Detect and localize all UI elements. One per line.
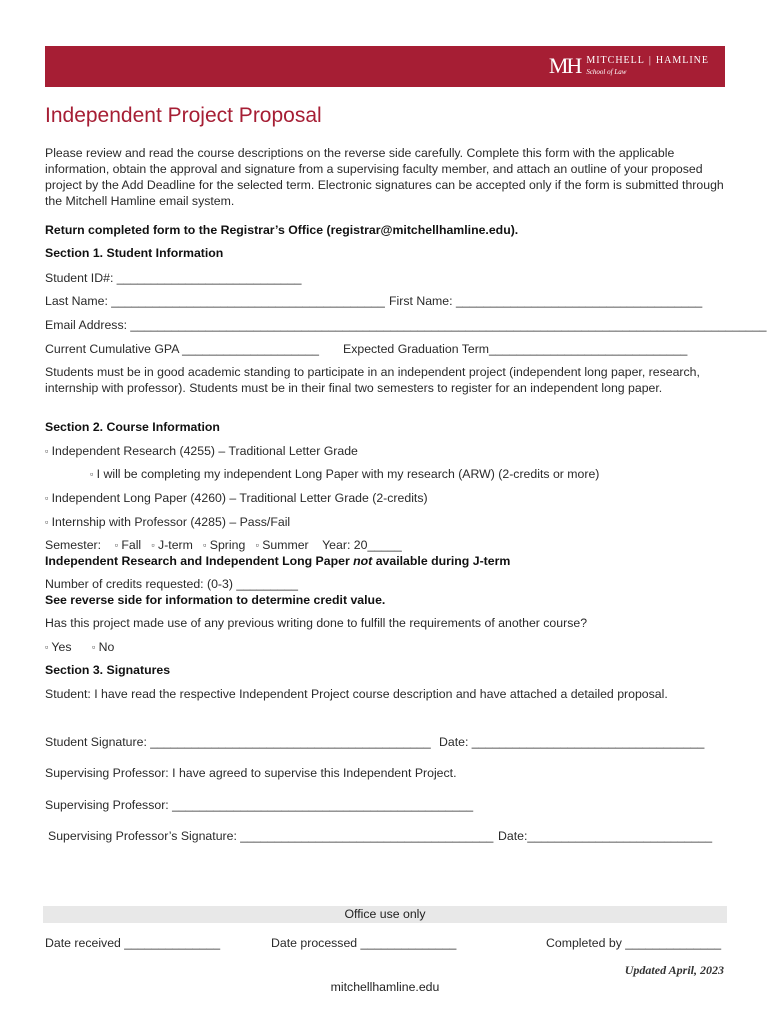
checkbox-icon[interactable]: ▫ [203, 540, 207, 550]
checkbox-icon[interactable]: ▫ [45, 642, 49, 652]
internship-option[interactable] [45, 514, 290, 530]
professor-signature-field[interactable]: Supervising Professor’s Signature: _____________________________________ [48, 829, 494, 843]
footer-url[interactable]: mitchellhamline.edu [330, 980, 440, 994]
logo-mark: MH [548, 53, 581, 78]
section3-heading: Section 3. Signatures [45, 663, 171, 677]
section2-heading: Section 2. Course Information [45, 420, 220, 434]
logo-subtitle: School of Law [586, 68, 627, 76]
gpa-field[interactable]: Current Cumulative GPA ____________________ [45, 342, 319, 356]
logo-name-hamline: HAMLINE [655, 55, 709, 66]
no-option[interactable]: No [98, 640, 115, 654]
logo-name-mitchell: MITCHELL [586, 55, 645, 66]
prior-writing-question: Has this project made use of any previous writing done to fulfill the requirements of another course? [45, 616, 588, 630]
checkbox-icon[interactable]: ▫ [114, 540, 118, 550]
email-field[interactable]: Email Address: _____________________________________________________________________________________________ [45, 318, 767, 332]
semester-label: Semester: [45, 538, 102, 552]
prior-writing-options [45, 639, 114, 655]
jterm-note-part2: available during J-term [372, 554, 511, 568]
long-paper-option[interactable] [45, 490, 428, 506]
arw-label: I will be completing my independent Long Paper with my research (ARW) (2-credits or more) [96, 467, 600, 481]
student-id-field[interactable]: Student ID#: ___________________________ [45, 271, 302, 285]
professor-statement: Supervising Professor: I have agreed to supervise this Independent Project. [45, 766, 457, 780]
office-use-heading: Office use only [43, 906, 727, 923]
credits-note: See reverse side for information to determine credit value. [45, 593, 386, 607]
header-banner [45, 46, 725, 87]
jterm-note-part1: Independent Research and Independent Long Paper [45, 554, 354, 568]
credits-field[interactable]: Number of credits requested: (0-3) _________ [45, 577, 298, 591]
standing-paragraph: Students must be in good academic standing to participate in an independent project (independent long paper, research, internship with professor). Students must be in their final two semesters to register for an independent long paper. [45, 365, 700, 395]
checkbox-icon[interactable]: ▫ [45, 493, 49, 503]
date-received-field[interactable]: Date received ______________ [45, 936, 221, 950]
intro-paragraph: Please review and read the course descriptions on the reverse side carefully. Complete this form with the applicable information, obtain the approval and signature from a supervising faculty member, and attach an outline of your proposed project by the Add Deadline for the selected term. Electronic signatures can be accepted only if the form is submitted through the Mitchell Hamline email system. [45, 146, 724, 208]
checkbox-icon[interactable]: ▫ [255, 540, 259, 550]
school-logo [549, 55, 709, 77]
research-label: Independent Research (4255) – Traditional Letter Grade [51, 444, 358, 458]
jterm-note [45, 553, 510, 569]
jterm-note-not: not [353, 554, 373, 568]
arw-option[interactable] [90, 466, 599, 482]
section1-heading: Section 1. Student Information [45, 246, 224, 260]
checkbox-icon[interactable]: ▫ [91, 642, 96, 652]
student-signature-field[interactable]: Student Signature: _________________________________________ [45, 735, 431, 749]
fall-option[interactable]: Fall [121, 538, 142, 552]
long-paper-label: Independent Long Paper (4260) – Traditional Letter Grade (2-credits) [51, 491, 428, 505]
graduation-term-field[interactable]: Expected Graduation Term_____________________________ [343, 342, 688, 356]
checkbox-icon[interactable]: ▫ [90, 469, 94, 479]
jterm-option[interactable]: J-term [158, 538, 193, 552]
professor-date-field[interactable]: Date:___________________________ [498, 829, 713, 843]
checkbox-icon[interactable]: ▫ [45, 446, 49, 456]
student-date-field[interactable]: Date: __________________________________ [439, 735, 705, 749]
semester-row [45, 537, 402, 553]
summer-option[interactable]: Summer [262, 538, 309, 552]
completed-by-field[interactable]: Completed by ______________ [546, 936, 722, 950]
page-title: Independent Project Proposal [45, 104, 322, 127]
updated-date: Updated April, 2023 [624, 963, 724, 977]
year-field[interactable]: Year: 20_____ [322, 538, 402, 552]
logo-separator: | [648, 55, 652, 66]
spring-option[interactable]: Spring [209, 538, 246, 552]
research-option[interactable] [45, 443, 358, 459]
return-note: Return completed form to the Registrar’s Office (registrar@mitchellhamline.edu). [45, 223, 519, 237]
professor-name-field[interactable]: Supervising Professor: ____________________________________________ [45, 798, 474, 812]
checkbox-icon[interactable]: ▫ [151, 540, 155, 550]
first-name-field[interactable]: First Name: ____________________________________ [389, 294, 703, 308]
checkbox-icon[interactable]: ▫ [45, 517, 49, 527]
last-name-field[interactable]: Last Name: ________________________________________ [45, 294, 385, 308]
student-statement: Student: I have read the respective Independent Project course description and have attached a detailed proposal. [45, 687, 668, 701]
yes-option[interactable]: Yes [51, 640, 72, 654]
internship-label: Internship with Professor (4285) – Pass/Fail [51, 515, 291, 529]
date-processed-field[interactable]: Date processed ______________ [271, 936, 457, 950]
